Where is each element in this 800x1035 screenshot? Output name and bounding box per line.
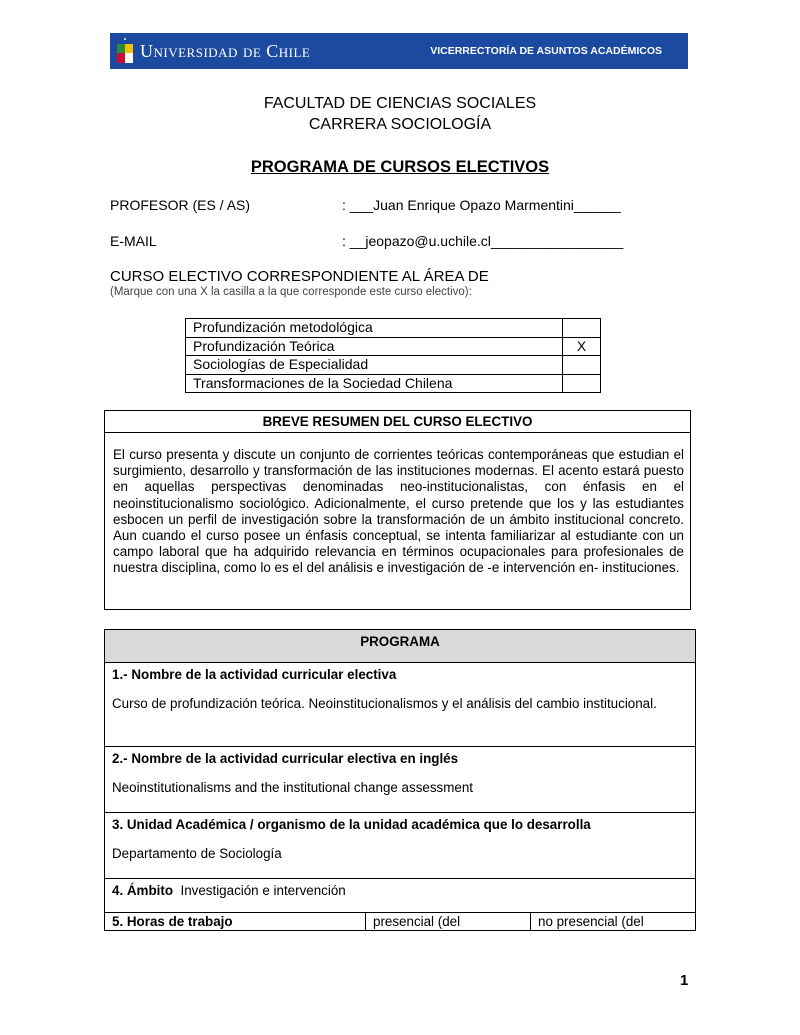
- area-label: Sociologías de Especialidad: [186, 356, 563, 375]
- area-label: Profundización Teórica: [186, 337, 563, 356]
- area-row: [186, 319, 601, 338]
- program-table: [104, 629, 696, 931]
- program-item: [105, 747, 696, 813]
- summary-heading: BREVE RESUMEN DEL CURSO ELECTIVO: [105, 411, 690, 433]
- area-checkbox[interactable]: [563, 374, 601, 393]
- career-title: CARRERA SOCIOLOGÍA: [308, 116, 492, 133]
- ambito-value: Investigación e intervención: [180, 883, 346, 898]
- university-crest-icon: [116, 37, 134, 65]
- program-item-ambito: [105, 879, 696, 913]
- area-label: Profundización metodológica: [186, 319, 563, 338]
- email-label: E-MAIL: [110, 233, 157, 249]
- ambito-label: 4. Ámbito: [112, 883, 174, 898]
- program-title: PROGRAMA DE CURSOS ELECTIVOS: [250, 158, 550, 176]
- office-name: VICERRECTORÍA DE ASUNTOS ACADÉMICOS: [430, 45, 662, 57]
- item-title: 3. Unidad Académica / organismo de la unidad académica que lo desarrolla: [112, 817, 591, 832]
- area-row: [186, 374, 601, 393]
- area-heading: CURSO ELECTIVO CORRESPONDIENTE AL ÁREA DE: [110, 268, 489, 285]
- program-item: [105, 663, 696, 747]
- area-row: [186, 356, 601, 375]
- university-name: Universidad de Chile: [140, 41, 311, 61]
- area-note: (Marque con una X la casilla a la que corresponde este curso electivo):: [110, 286, 472, 298]
- hours-non-presential: no presencial (del: [531, 913, 696, 931]
- page-number: 1: [680, 972, 689, 989]
- summary-box: [104, 410, 691, 610]
- program-item: [105, 813, 696, 879]
- item-text: Curso de profundización teórica. Neoinstitucionalismos y el análisis del cambio institucional.: [112, 696, 657, 711]
- header-banner: [110, 33, 688, 69]
- item-text: Departamento de Sociología: [112, 846, 282, 861]
- area-checkbox[interactable]: X: [563, 337, 601, 356]
- area-row: [186, 337, 601, 356]
- area-checkbox[interactable]: [563, 356, 601, 375]
- program-heading: PROGRAMA: [105, 630, 696, 663]
- item-title: 1.- Nombre de la actividad curricular electiva: [112, 667, 397, 682]
- area-checkbox[interactable]: [563, 319, 601, 338]
- faculty-title: FACULTAD DE CIENCIAS SOCIALES: [263, 95, 537, 112]
- professor-label: PROFESOR (ES / AS): [110, 197, 251, 213]
- summary-text: El curso presenta y discute un conjunto de corrientes teóricas contemporáneas que estudian el surgimiento, desarrollo y transformación de las instituciones modernas. El acento estará puesto en aquellas perspectivas denominadas neo-institucionalistas, con énfasis en el neoinstitucionalismo sociológico. Adicionalmente, el curso pretende que los y las estudiantes esbocen un perfil de investigación sobre la transformación de un ámbito institucional concreto. Aun cuando el curso posee un énfasis conceptual, se intenta familiarizar al estudiante con un campo laboral que ha adquirido relevancia en términos ocupacionales para profesionales de nuestra disciplina, como lo es el del análisis e investigación de -e intervención en- instituciones.: [113, 447, 684, 576]
- area-label: Transformaciones de la Sociedad Chilena: [186, 374, 563, 393]
- item-text: Neoinstitutionalisms and the institutional change assessment: [112, 780, 474, 795]
- item-title: 2.- Nombre de la actividad curricular electiva en inglés: [112, 751, 459, 766]
- area-table: [185, 318, 601, 393]
- hours-presential: presencial (del: [366, 913, 531, 931]
- professor-value: : ___Juan Enrique Opazo Marmentini______: [342, 197, 621, 213]
- hours-label: 5. Horas de trabajo: [105, 913, 366, 931]
- email-value: : __jeopazo@u.uchile.cl_________________: [342, 233, 624, 249]
